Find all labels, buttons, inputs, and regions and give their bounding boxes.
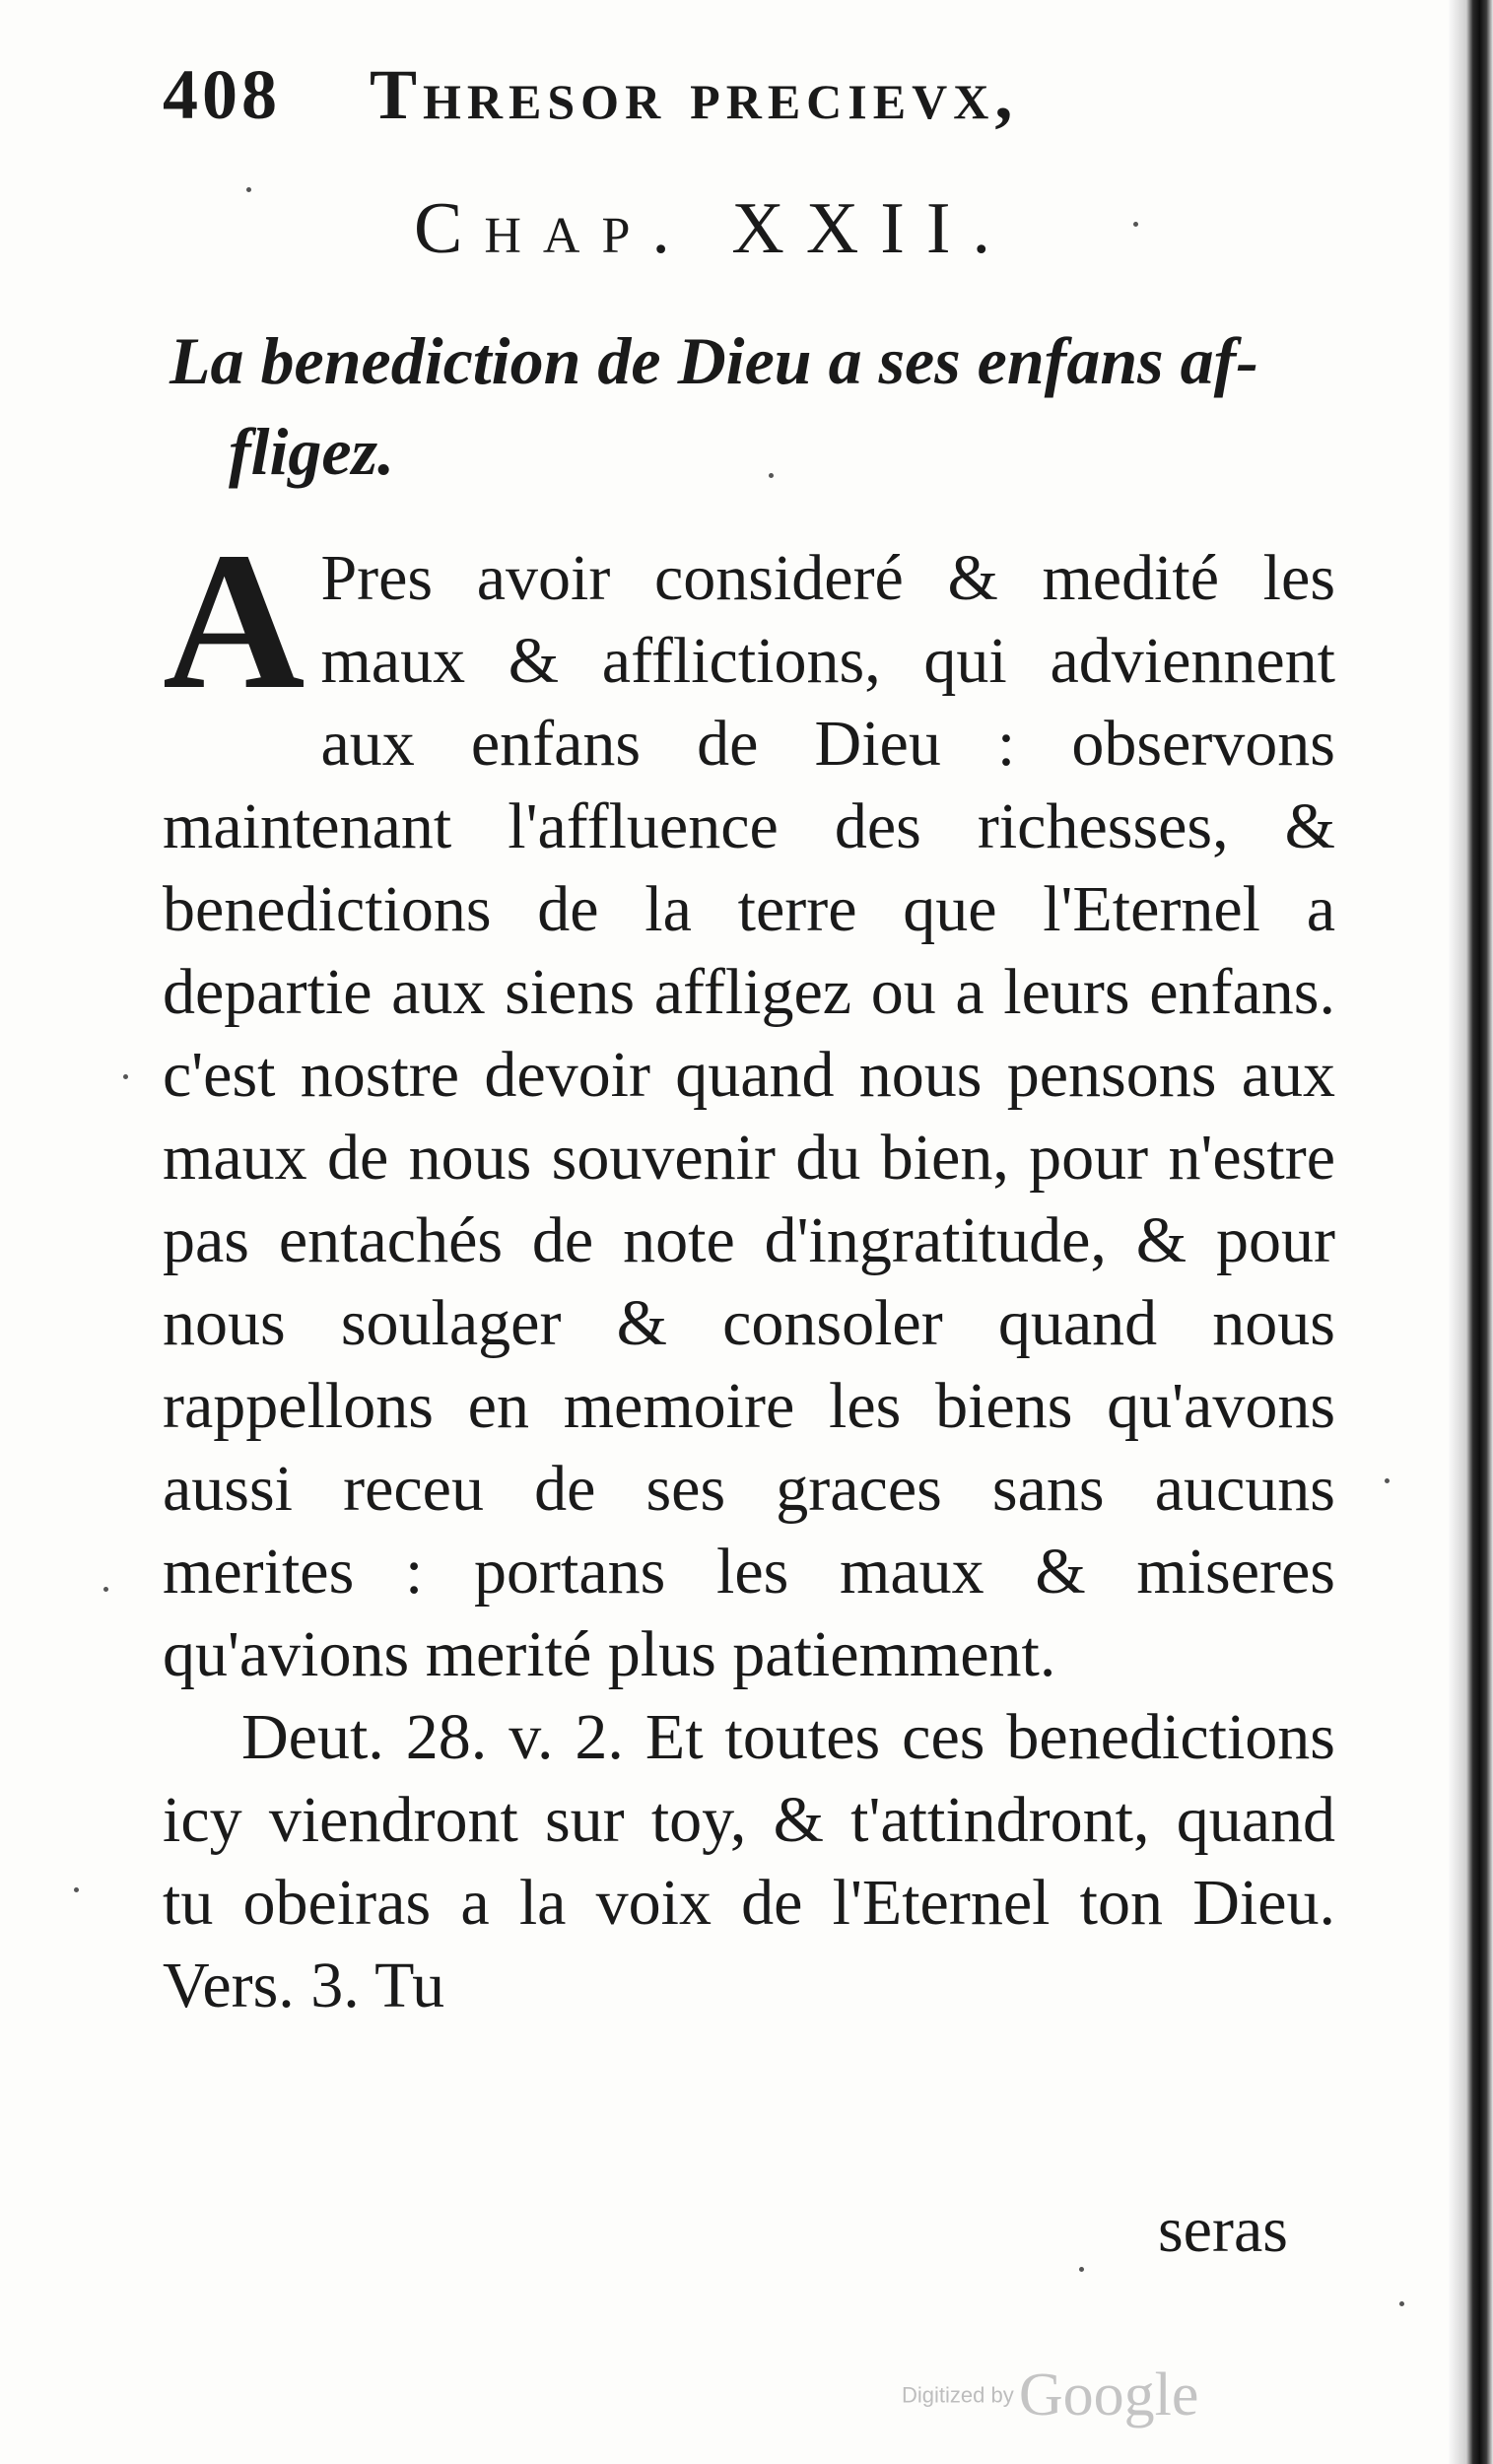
speck xyxy=(1399,2301,1404,2306)
speck xyxy=(246,187,251,192)
speck xyxy=(123,1074,128,1079)
drop-cap: A xyxy=(163,513,305,730)
page-number: 408 xyxy=(163,55,281,134)
speck xyxy=(1385,1478,1390,1483)
chapter-heading: Chap. XXII. xyxy=(414,188,1013,269)
paragraph-first-text: Pres avoir consideré & medité les maux & afflictions, qui adviennent aux enfans de Dieu : observons maintenant l'affluence des richesses, & benedictions de la terre que l'Eternel a departie aux siens affligez ou a leurs enfans. c'est nostre devoir quand nous pensons aux maux de nous souvenir du bien, pour n'estre pas entachés de note d'ingratitude, & pour nous soulager & consoler quand nous rappellons en memoire les biens qu'avons aussi receu de ses graces sans aucuns merites : portans les maux & miseres qu'avions merité plus patiemment. xyxy=(163,542,1335,1690)
running-head xyxy=(163,54,1276,143)
speck xyxy=(769,473,774,478)
binding-edge xyxy=(1449,0,1493,2464)
digitized-watermark xyxy=(902,2361,1217,2439)
paragraph-second: Deut. 28. v. 2. Et toutes ces benedictions icy viendront sur toy, & t'attindront, quand tu obeiras a la voix de l'Eternel ton Dieu. Vers. 3. Tu xyxy=(163,1701,1335,2021)
speck xyxy=(1133,222,1138,227)
speck xyxy=(103,1587,108,1592)
speck xyxy=(1079,2267,1084,2272)
body-text xyxy=(163,513,1335,2027)
chapter-title-line-2: fligez. xyxy=(229,414,395,489)
catchword: seras xyxy=(1158,2194,1288,2266)
digitized-by-label: Digitized by xyxy=(902,2382,1014,2408)
chapter-title xyxy=(170,315,1332,497)
chapter-title-line-1: La benediction de Dieu a ses enfans af- xyxy=(170,323,1258,398)
running-title: Thresor precievx, xyxy=(370,55,1019,134)
speck xyxy=(74,1887,79,1892)
google-logo: Google xyxy=(1018,2361,1199,2429)
paragraph-first xyxy=(163,513,1335,1696)
